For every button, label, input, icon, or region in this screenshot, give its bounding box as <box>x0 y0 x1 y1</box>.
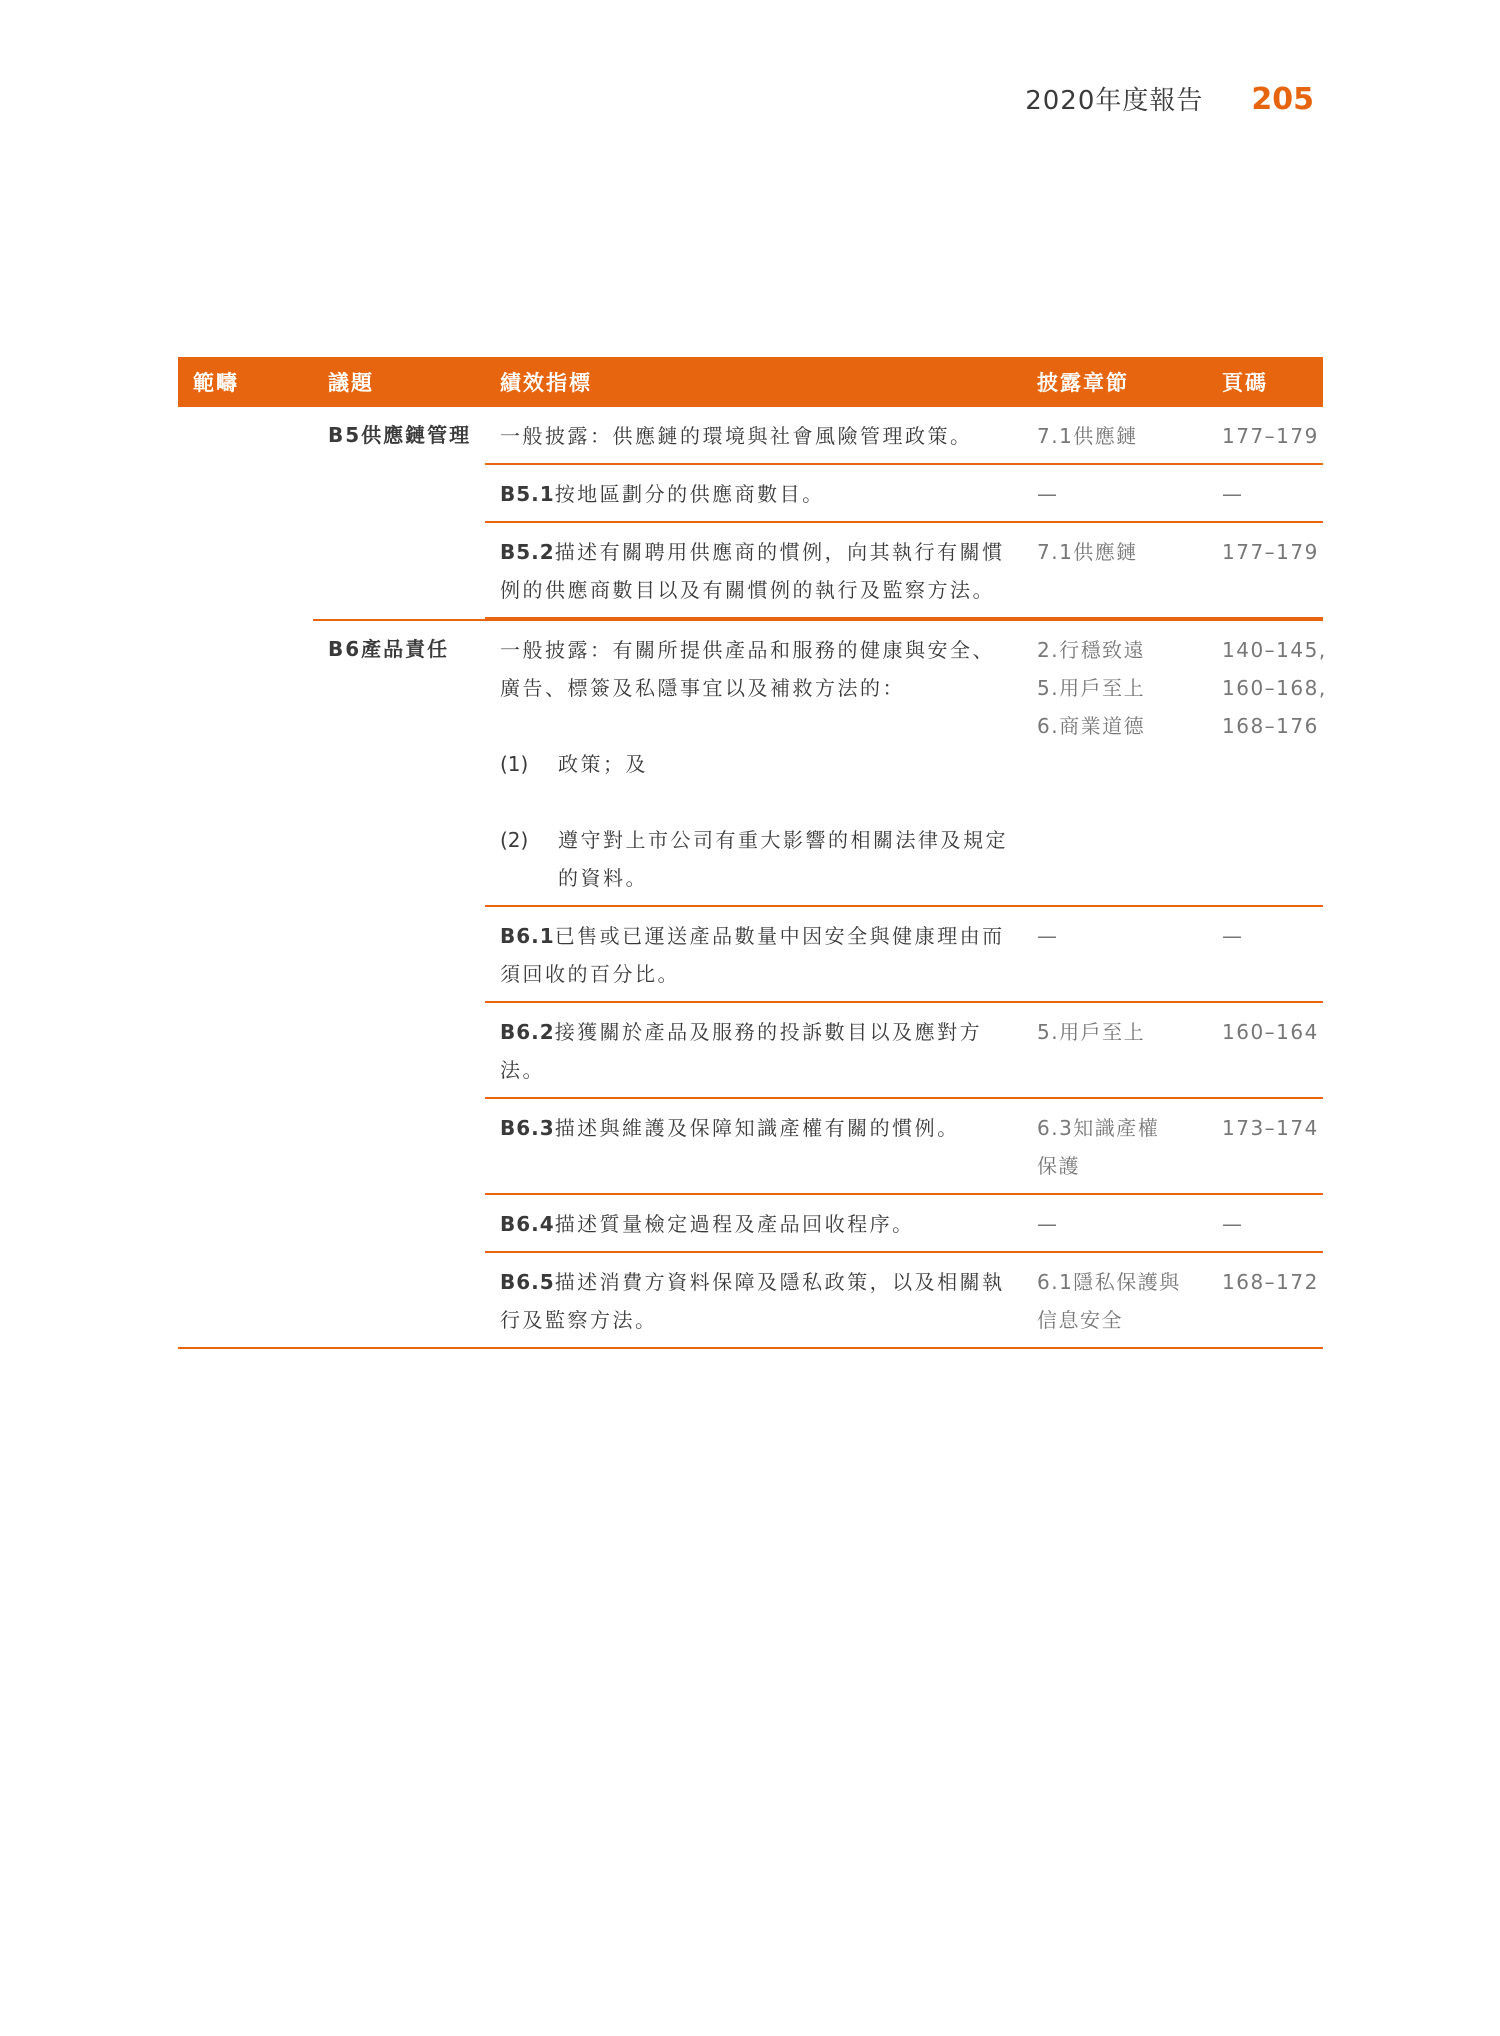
kpi-text: 一般披露：供應鏈的環境與社會風險管理政策。 <box>500 424 973 448</box>
page-number: 205 <box>1251 82 1314 117</box>
list-marker: (1) <box>500 752 529 776</box>
report-title: 2020年度報告 <box>1025 86 1204 116</box>
topic-group-b6 <box>313 619 1327 1347</box>
page-cell: — <box>1222 482 1244 506</box>
section-cell: — <box>1037 1212 1059 1236</box>
column-header-kpi: 績效指標 <box>500 371 592 395</box>
topic-group-b5 <box>178 407 1323 619</box>
topic-label-b6: B6產品責任 <box>328 637 450 661</box>
column-header-section: 披露章節 <box>1037 371 1129 395</box>
kpi-text: B6.5描述消費方資料保障及隱私政策，以及相關執行及監察方法。 <box>500 1270 1005 1332</box>
kpi-text: B6.2接獲關於產品及服務的投訴數目以及應對方法。 <box>500 1020 983 1082</box>
table-row <box>485 1253 1323 1347</box>
page-cell: 177–179 <box>1222 540 1319 564</box>
table-row <box>485 1195 1323 1253</box>
column-header-topic: 議題 <box>328 371 374 395</box>
table-row <box>485 465 1323 523</box>
page-cell: — <box>1222 1212 1244 1236</box>
kpi-text: B6.4描述質量檢定過程及產品回收程序。 <box>500 1212 915 1236</box>
section-cell: — <box>1037 482 1059 506</box>
kpi-text: B6.1已售或已運送產品數量中因安全與健康理由而須回收的百分比。 <box>500 924 1005 986</box>
page-cell: 140–145, 160–168, 168–176 <box>1222 638 1327 738</box>
table-row <box>485 523 1323 619</box>
section-cell: 7.1供應鏈 <box>1037 424 1138 448</box>
page-cell: 160–164 <box>1222 1020 1319 1044</box>
table-row <box>485 1003 1323 1099</box>
list-marker: (2) <box>500 828 529 852</box>
page-cell: 168–172 <box>1222 1270 1319 1294</box>
topic-label-b5: B5供應鏈管理 <box>328 423 472 447</box>
list-item: 政策；及 <box>558 752 648 776</box>
column-header-category: 範疇 <box>193 371 239 395</box>
table-row <box>485 907 1323 1003</box>
section-cell: — <box>1037 924 1059 948</box>
table-row <box>485 1099 1323 1195</box>
list-item: 遵守對上市公司有重大影響的相關法律及規定的資料。 <box>558 828 1008 890</box>
page-cell: 177–179 <box>1222 424 1319 448</box>
section-cell: 7.1供應鏈 <box>1037 540 1138 564</box>
page-header <box>1025 80 1314 117</box>
kpi-text: B5.2描述有關聘用供應商的慣例，向其執行有關慣例的供應商數目以及有關慣例的執行及監察方法。 <box>500 540 1005 602</box>
column-header-page: 頁碼 <box>1222 371 1268 395</box>
table-bottom-rule <box>178 1347 1323 1349</box>
page-cell: 173–174 <box>1222 1116 1319 1140</box>
table-row <box>485 407 1323 465</box>
kpi-text: B6.3描述與維護及保障知識產權有關的慣例。 <box>500 1116 960 1140</box>
page-cell: — <box>1222 924 1244 948</box>
table-row <box>485 621 1327 907</box>
kpi-index-table <box>178 357 1327 1349</box>
kpi-text: 一般披露：有關所提供產品和服務的健康與安全、廣告、標簽及私隱事宜以及補救方法的： (1) 政策；及 (2) 遵守對上市公司有重大影響的相關法律及規定的資料。 <box>485 631 1022 897</box>
section-cell: 5.用戶至上 <box>1037 1020 1146 1044</box>
kpi-text: B5.1按地區劃分的供應商數目。 <box>500 482 825 506</box>
section-cell: 6.3知識產權 保護 <box>1037 1116 1160 1178</box>
section-cell: 6.1隱私保護與 信息安全 <box>1037 1270 1181 1332</box>
table-header <box>178 357 1323 407</box>
section-cell: 2.行穩致遠 5.用戶至上 6.商業道德 <box>1037 638 1146 738</box>
category-cell <box>178 407 313 619</box>
